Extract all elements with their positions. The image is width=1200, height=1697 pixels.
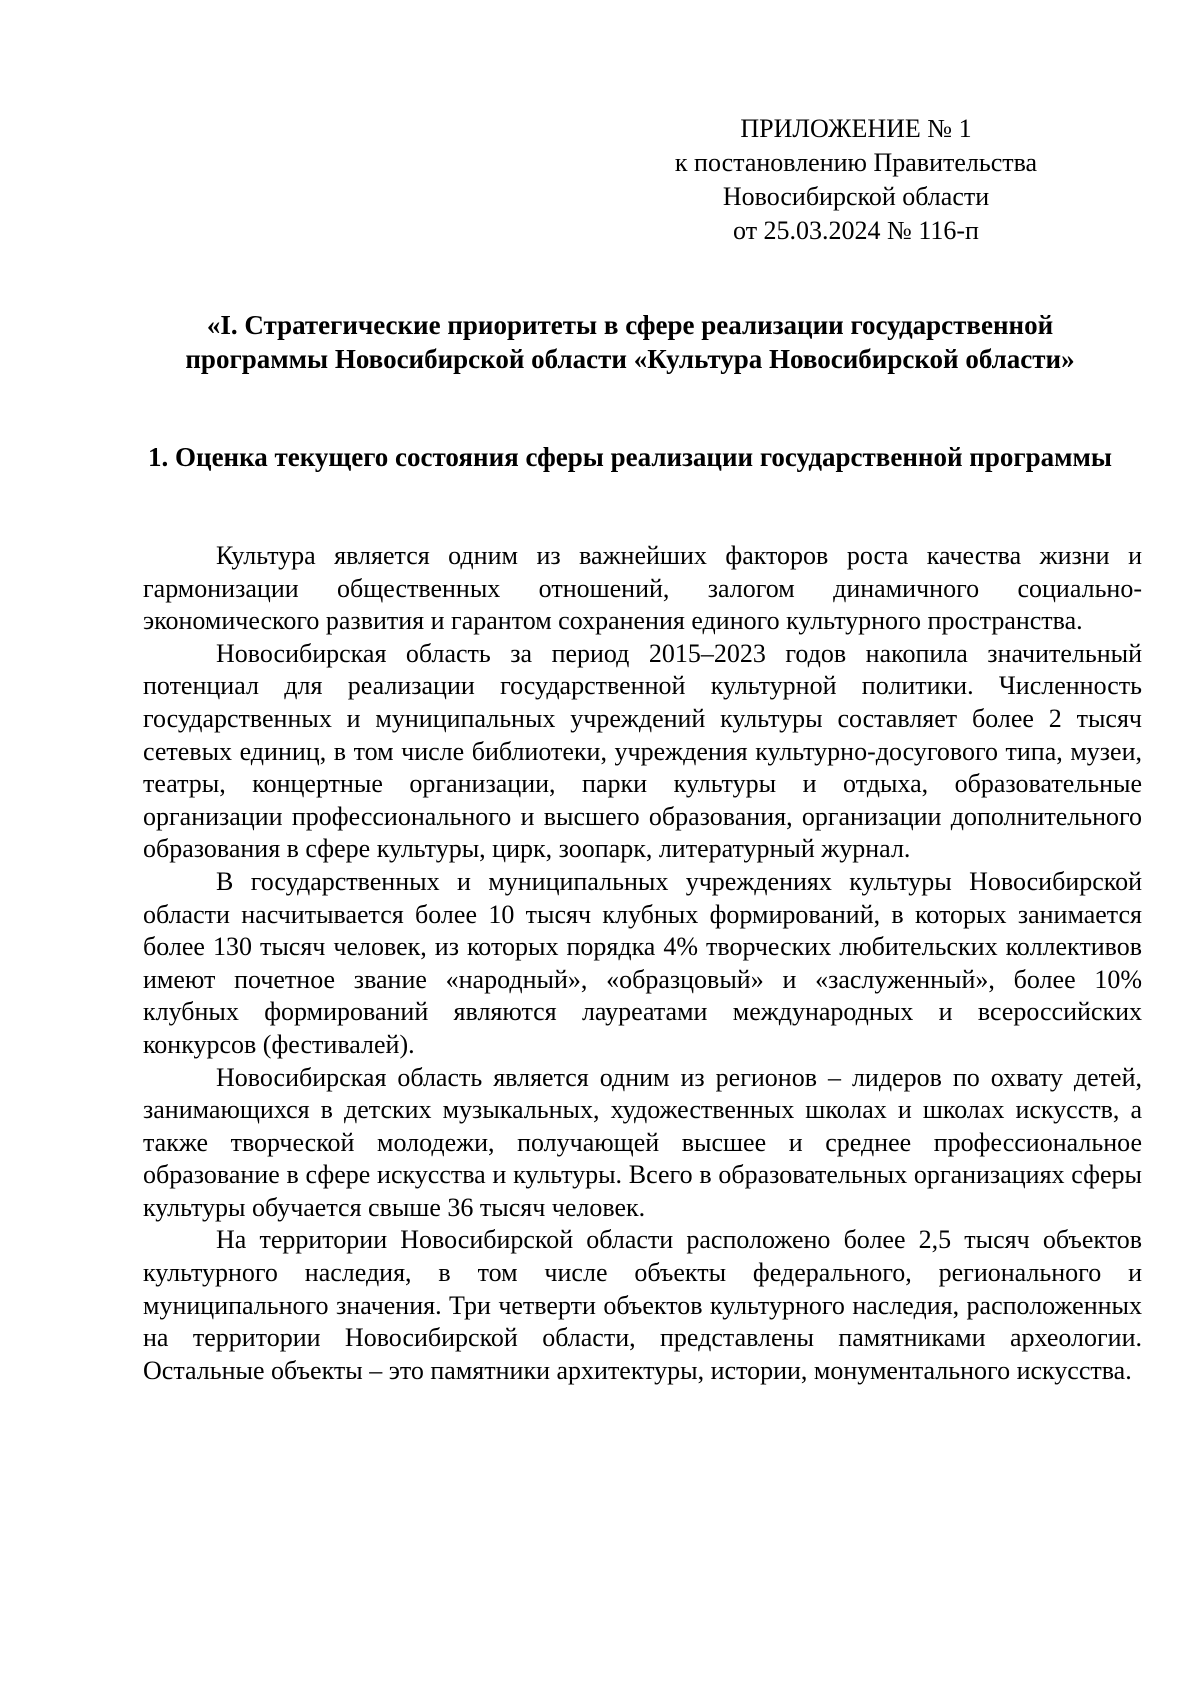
appendix-resolution-ref: к постановлению Правительства	[674, 148, 1038, 177]
paragraph: Новосибирская область является одним из регионов – лидеров по охвату детей, занимающихся в детских музыкальных, художественных школах и школах искусств, а также творческой молодежи, получающей высшее и среднее профессиональное образование в сфере искусства и культуры. Всего в образовательных организациях сферы культуры обучается свыше 36 тысяч человек.	[143, 1062, 1142, 1222]
appendix-region: Новосибирской области	[722, 182, 990, 211]
appendix-date-number: от 25.03.2024 № 116-п	[733, 216, 979, 245]
paragraph: В государственных и муниципальных учреждениях культуры Новосибирской области насчитывается более 10 тысяч клубных формирований, в которых занимается более 130 тысяч человек, из которых порядка 4% творческих любительских коллективов имеют почетное звание «народный», «образцовый» и «заслуженный», более 10% клубных формирований являются лауреатами международных и всероссийских конкурсов (фестивалей).	[143, 866, 1142, 1059]
paragraph: Новосибирская область за период 2015–2023 годов накопила значительный потенциал для реализации государственной культурной политики. Численность государственных и муниципальных учреждений культуры составляет более 2 тысяч сетевых единиц, в том числе библиотеки, учреждения культурно-досугового типа, музеи, театры, концертные организации, парки культуры и отдыха, образовательные организации профессионального и высшего образования, организации дополнительного образования в сфере культуры, цирк, зоопарк, литературный журнал.	[143, 638, 1142, 864]
appendix-number: ПРИЛОЖЕНИЕ № 1	[740, 114, 972, 143]
body-text	[143, 540, 1142, 1387]
appendix-header	[600, 112, 1112, 248]
main-title: «I. Стратегические приоритеты в сфере реализации государственной программы Новосибирской области «Культура Новосибирской области»	[185, 310, 1075, 374]
section-title: 1. Оценка текущего состояния сферы реализации государственной программы	[148, 442, 1112, 472]
paragraph: На территории Новосибирской области расположено более 2,5 тысяч объектов культурного наследия, в том числе объекты федерального, регионального и муниципального значения. Три четверти объектов культурного наследия, расположенных на территории Новосибирской области, представлены памятниками археологии. Остальные объекты – это памятники архитектуры, истории, монументального искусства.	[143, 1225, 1142, 1385]
paragraph: Культура является одним из важнейших факторов роста качества жизни и гармонизации общественных отношений, залогом динамичного социально-экономического развития и гарантом сохранения единого культурного пространства.	[143, 541, 1142, 636]
